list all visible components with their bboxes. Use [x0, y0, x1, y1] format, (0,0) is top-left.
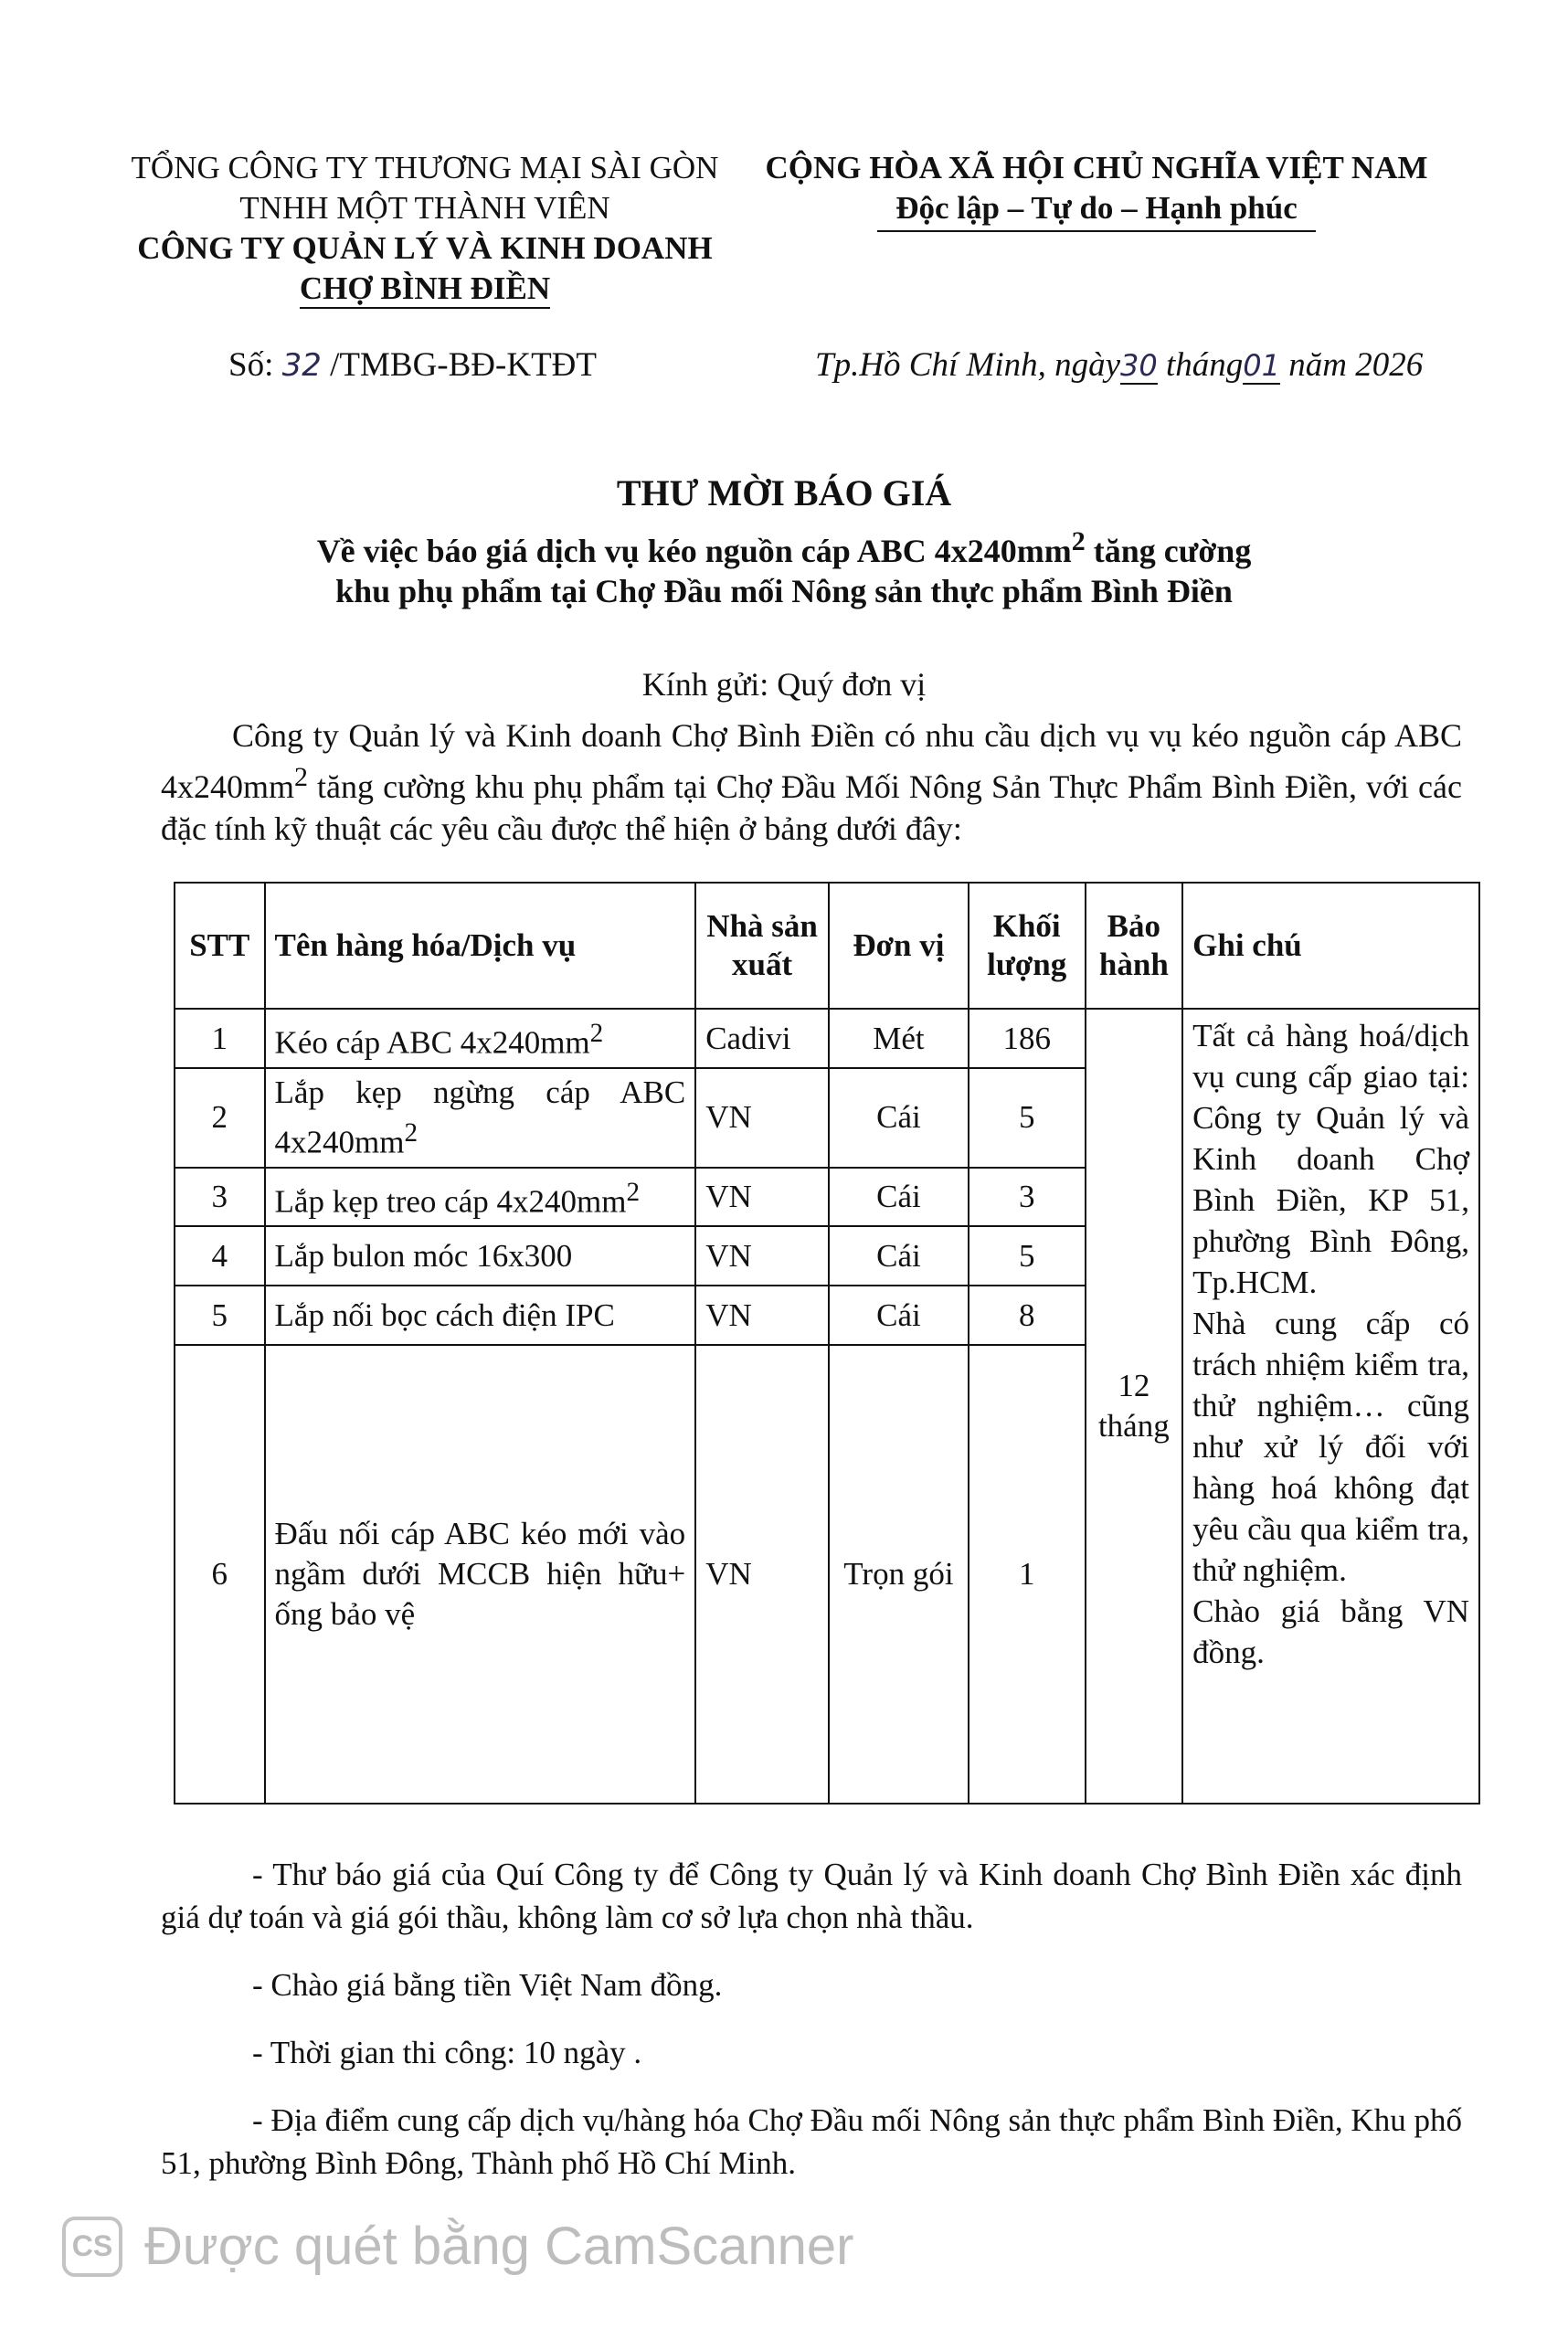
cell-stt: 5: [175, 1286, 265, 1345]
document-number: [228, 345, 597, 385]
cell-stt: 4: [175, 1226, 265, 1286]
cell-unit: Trọn gói: [829, 1345, 969, 1804]
cell-maker: VN: [695, 1286, 829, 1345]
cell-qty: 186: [969, 1009, 1086, 1068]
place-label: Tp.Hồ Chí Minh, ngày: [815, 346, 1121, 384]
header-name: Tên hàng hóa/Dịch vụ: [265, 883, 696, 1009]
document-subtitle-1: [0, 526, 1568, 570]
nation-line-1: CỘNG HÒA XÃ HỘI CHỦ NGHĨA VIỆT NAM: [765, 150, 1428, 185]
items-table: [174, 882, 1480, 1805]
intro-paragraph: [161, 714, 1462, 850]
cell-name: [265, 1068, 696, 1168]
cell-qty: 5: [969, 1226, 1086, 1286]
list-item: - Chào giá bằng tiền Việt Nam đồng.: [252, 1967, 723, 2003]
cell-name-text: Lắp kẹp ngừng cáp ABC 4x240mm: [274, 1074, 686, 1160]
cell-maker: VN: [695, 1226, 829, 1286]
table-header-row: [175, 883, 1479, 1009]
note-paragraph-1: Tất cả hàng hoá/dịch vụ cung cấp giao tại: Công ty Quản lý và Kinh doanh Chợ Bình Điền, KP 51, phường Bình Đông, Tp.HCM.: [1192, 1018, 1469, 1300]
note-paragraph-2: Nhà cung cấp có trách nhiệm kiểm tra, thử nghiệm… cũng như xử lý đối với hàng hoá không đạt yêu cầu qua kiểm tra, thử nghiệm.: [1192, 1306, 1469, 1588]
cell-stt: 1: [175, 1009, 265, 1068]
greeting: Kính gửi: Quý đơn vị: [641, 666, 927, 703]
nation-motto: Độc lập – Tự do – Hạnh phúc: [877, 190, 1316, 232]
cell-unit: Cái: [829, 1168, 969, 1227]
list-item: - Thời gian thi công: 10 ngày .: [252, 2035, 642, 2070]
list-item: - Thư báo giá của Quí Công ty để Công ty Quản lý và Kinh doanh Chợ Bình Điền xác định giá dự toán và giá gói thầu, không làm cơ sở lựa chọn nhà thầu.: [161, 1857, 1462, 1935]
intro-text-a: Công ty Quản lý và Kinh doanh Chợ Bình Điền có nhu cầu dịch vụ vụ kéo nguồn cáp ABC 4x240mm: [161, 717, 1462, 805]
cell-maker: VN: [695, 1068, 829, 1168]
cell-qty: 1: [969, 1345, 1086, 1804]
cell-qty: 3: [969, 1168, 1086, 1227]
org-line-3: CÔNG TY QUẢN LÝ VÀ KINH DOANH: [137, 230, 713, 266]
cell-name-text: Kéo cáp ABC 4x240mm: [274, 1024, 590, 1061]
watermark-text: Được quét bằng CamScanner: [144, 2217, 854, 2276]
intro-text-b: tăng cường khu phụ phẩm tại Chợ Đầu Mối Nông Sản Thực Phẩm Bình Điền, với các đặc tính kỹ thuật các yêu cầu được thể hiện ở bảng dưới đây:: [161, 768, 1462, 847]
terms-list: [161, 1853, 1462, 2209]
document-title: THƯ MỜI BÁO GIÁ: [616, 472, 952, 513]
cell-warranty: 12 tháng: [1086, 1009, 1183, 1804]
cell-name-sup: 2: [589, 1019, 604, 1049]
header-warranty: Bảo hành: [1086, 883, 1183, 1009]
cell-name: Đấu nối cáp ABC kéo mới vào ngầm dưới MCCB hiện hữu+ ống bảo vệ: [265, 1345, 696, 1804]
cell-unit: Cái: [829, 1286, 969, 1345]
cell-name: [265, 1009, 696, 1068]
cell-maker: VN: [695, 1345, 829, 1804]
cell-maker: VN: [695, 1168, 829, 1227]
org-line-1: TỔNG CÔNG TY THƯƠNG MẠI SÀI GÒN: [131, 150, 719, 185]
cell-name-sup: 2: [404, 1118, 418, 1148]
cell-stt: 2: [175, 1068, 265, 1168]
month-handwritten: 01: [1243, 348, 1280, 383]
ref-prefix: Số:: [228, 346, 274, 384]
org-line-4: CHỢ BÌNH ĐIỀN: [300, 270, 550, 309]
cell-unit: Cái: [829, 1226, 969, 1286]
cell-note: [1182, 1009, 1479, 1804]
national-header: [749, 148, 1444, 232]
subtitle-1-text: Về việc báo giá dịch vụ kéo nguồn cáp ABC 4x240mm: [316, 533, 1072, 569]
cell-qty: 5: [969, 1068, 1086, 1168]
cell-maker: Cadivi: [695, 1009, 829, 1068]
header-maker: Nhà sản xuất: [695, 883, 829, 1009]
cell-qty: 8: [969, 1286, 1086, 1345]
ref-number-handwritten: 32: [281, 347, 322, 384]
cell-stt: 3: [175, 1168, 265, 1227]
header-qty: Khối lượng: [969, 883, 1086, 1009]
month-label: tháng: [1166, 346, 1244, 384]
cell-unit: Mét: [829, 1009, 969, 1068]
intro-sup: 2: [294, 762, 309, 792]
list-item: - Địa điểm cung cấp dịch vụ/hàng hóa Chợ Đầu mối Nông sản thực phẩm Bình Điền, Khu phố 51, phường Bình Đông, Thành phố Hồ Chí Minh.: [161, 2102, 1462, 2181]
cell-name-sup: 2: [626, 1177, 641, 1207]
cell-name-text: Lắp kẹp treo cáp 4x240mm: [274, 1183, 627, 1220]
ref-code: /TMBG-BĐ-KTĐT: [330, 346, 597, 384]
year-label: năm 2026: [1288, 346, 1424, 384]
subtitle-1-sup: 2: [1071, 526, 1086, 556]
day-handwritten: 30: [1120, 348, 1158, 383]
camscanner-logo-icon: CS: [62, 2217, 122, 2277]
header-note: Ghi chú: [1182, 883, 1479, 1009]
header-stt: STT: [175, 883, 265, 1009]
camscanner-watermark: [62, 2216, 854, 2277]
cell-name: [265, 1168, 696, 1227]
header-unit: Đơn vị: [829, 883, 969, 1009]
note-paragraph-3: Chào giá bằng VN đồng.: [1192, 1593, 1469, 1670]
cell-stt: 6: [175, 1345, 265, 1804]
place-date: [815, 345, 1423, 385]
cell-unit: Cái: [829, 1068, 969, 1168]
cell-name: Lắp bulon móc 16x300: [265, 1226, 696, 1286]
cell-name: Lắp nối bọc cách điện IPC: [265, 1286, 696, 1345]
table-row: [175, 1009, 1479, 1068]
organization-header: [119, 148, 731, 309]
document-subtitle-2: khu phụ phẩm tại Chợ Đầu mối Nông sản thực phẩm Bình Điền: [335, 573, 1233, 609]
org-line-2: TNHH MỘT THÀNH VIÊN: [239, 190, 610, 226]
subtitle-1-text-end: tăng cường: [1085, 533, 1252, 569]
